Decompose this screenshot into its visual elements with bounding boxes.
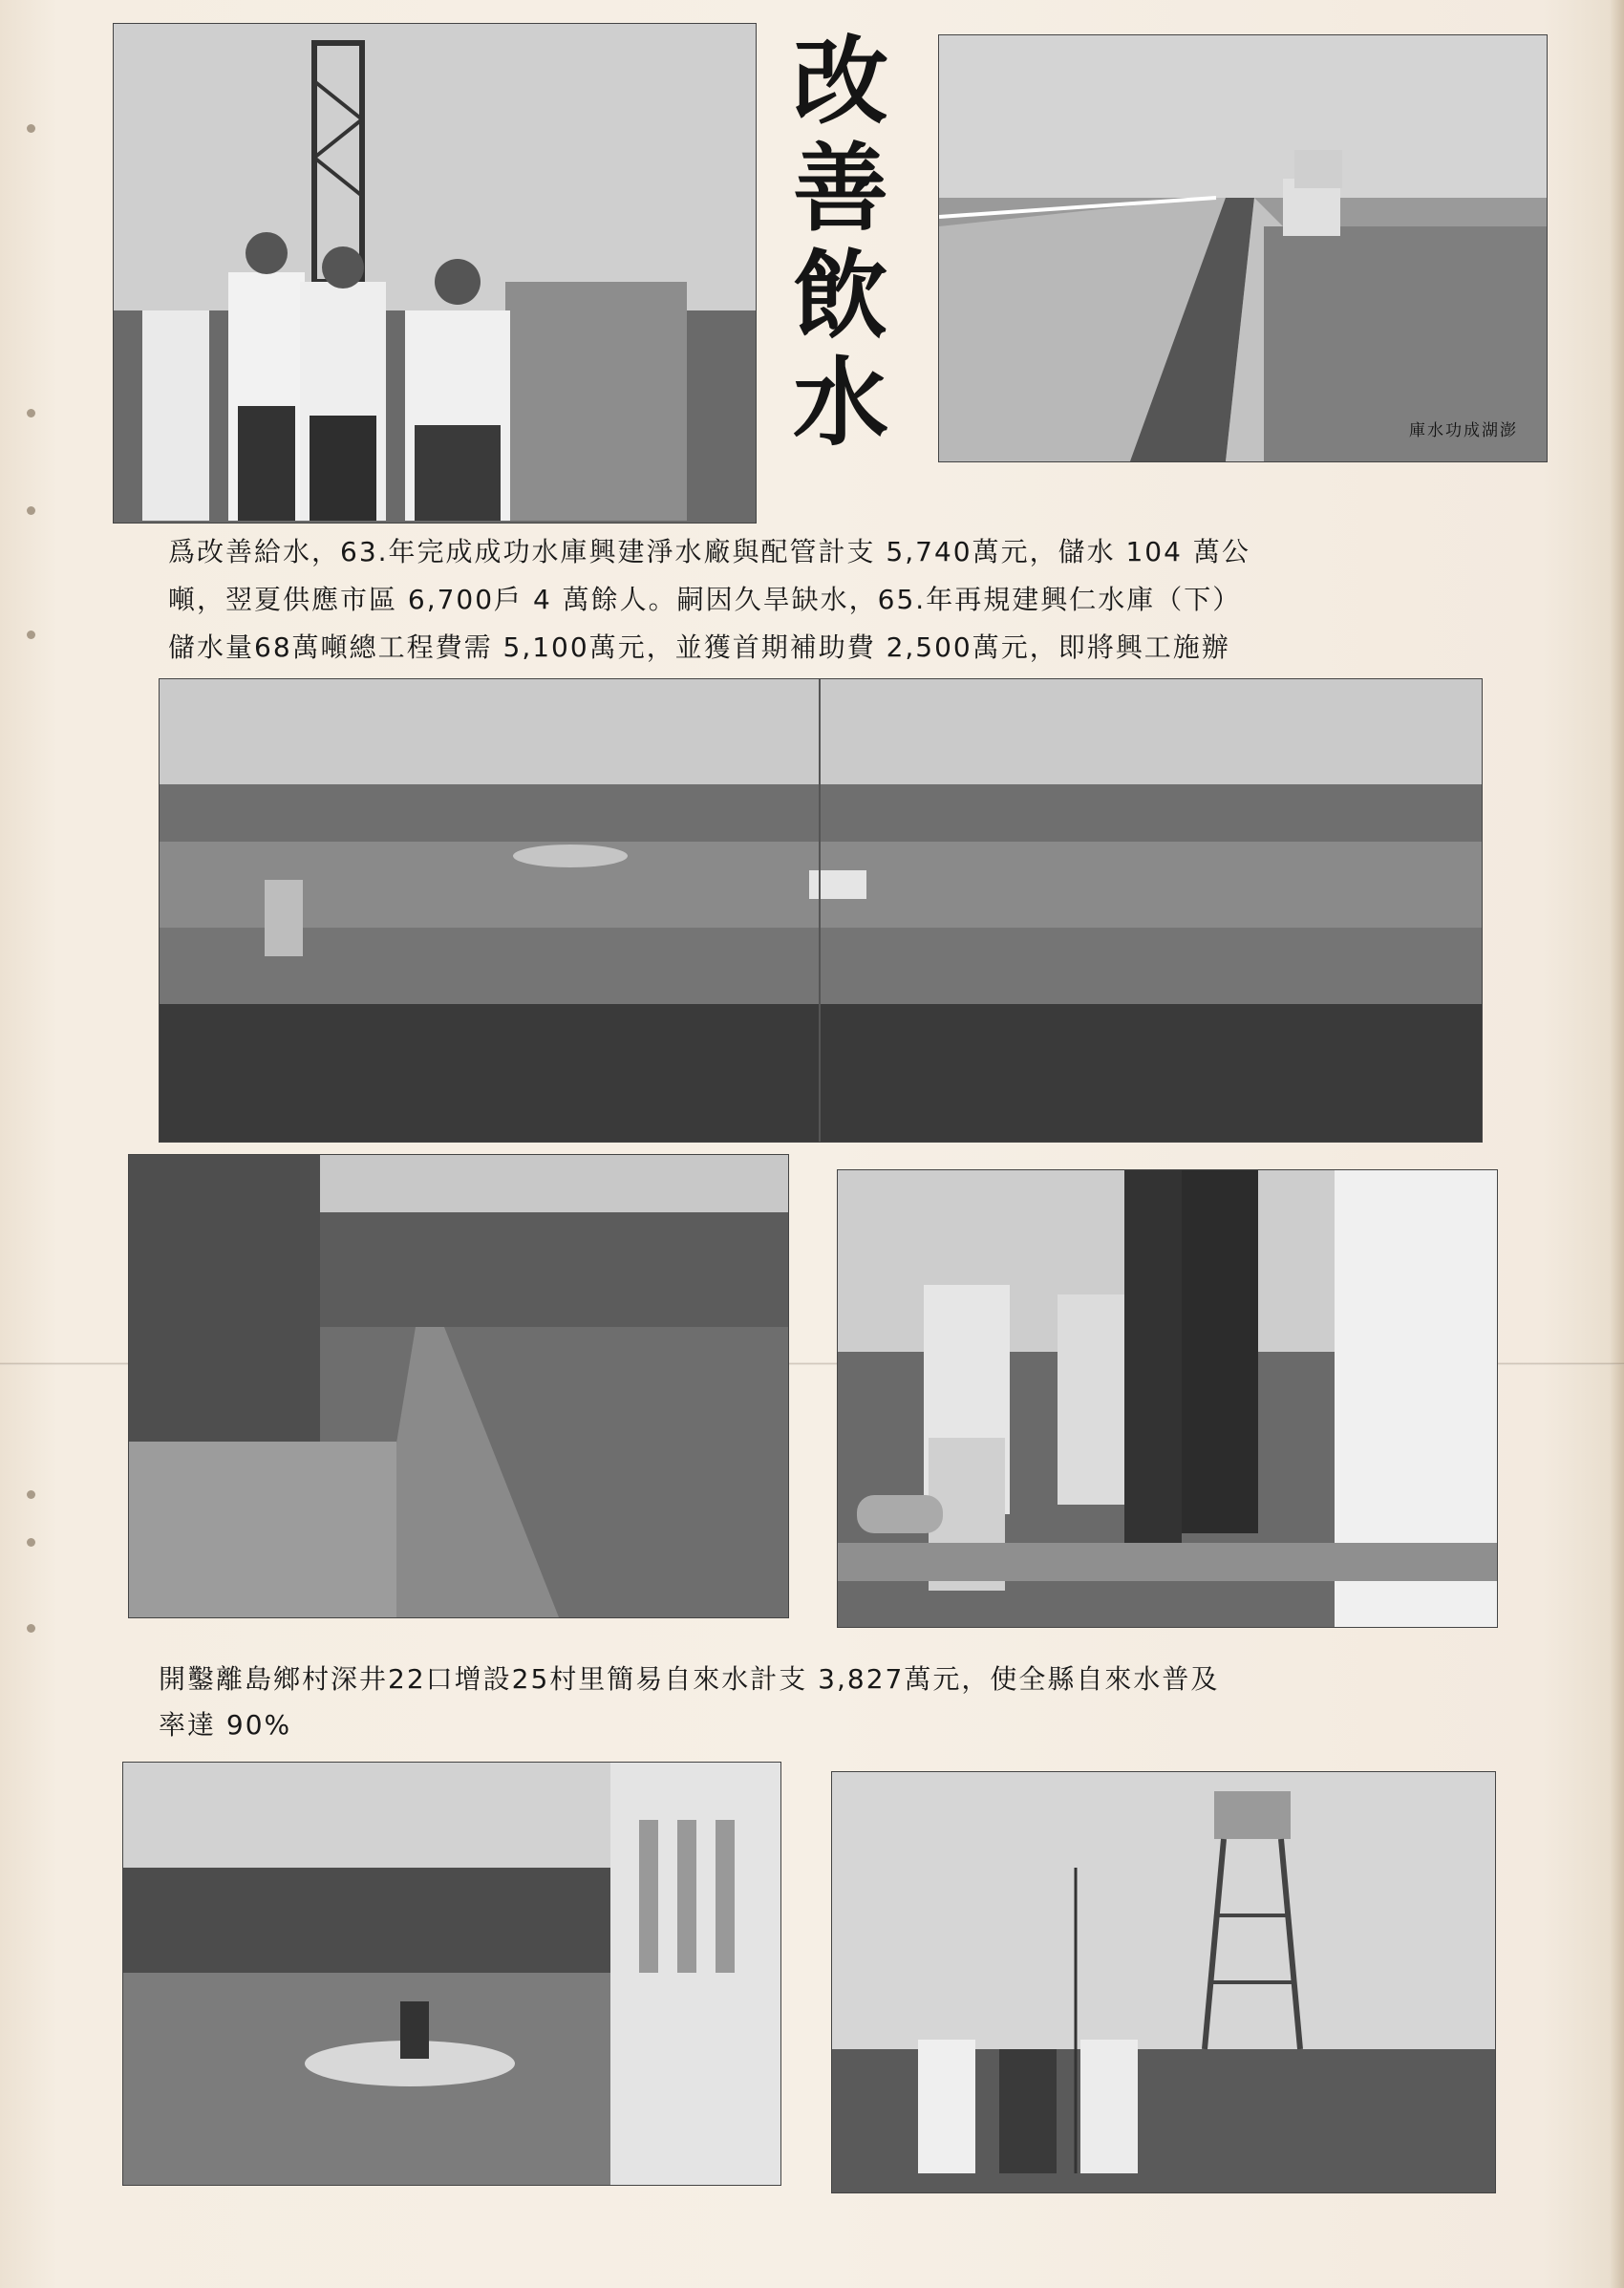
binder-hole (27, 1538, 35, 1547)
page-title (783, 26, 898, 478)
photo-field-path (128, 1154, 789, 1618)
page-edge (1611, 0, 1624, 2288)
paragraph-wells-line-2: 率達 90% (159, 1709, 292, 1741)
paragraph-water-supply-line-3: 儲水量68萬噸總工程費需 5,100萬元，並獲首期補助費 2,500萬元，即將興工施辦 (168, 631, 1230, 663)
title-char: 水 (793, 347, 888, 459)
photo-reservoir-dam (938, 34, 1548, 462)
photo-well-head-building (122, 1762, 781, 2186)
binder-holes (23, 0, 42, 2288)
photo-officials-construction (113, 23, 757, 524)
photo-caption-reservoir: 澎湖成功水庫 (1409, 421, 1518, 440)
binder-hole (27, 409, 35, 417)
paragraph-water-supply-line-1: 爲改善給水，63.年完成成功水庫興建淨水廠與配管計支 5,740萬元，儲水 104 萬公 (168, 536, 1250, 567)
paragraph-water-supply-line-2: 噸，翌夏供應市區 6,700戶 4 萬餘人。嗣因久旱缺水，65.年再規建興仁水庫（下） (168, 584, 1242, 615)
photo-well-drilling-workers (837, 1169, 1498, 1628)
binder-hole (27, 124, 35, 133)
binder-hole (27, 506, 35, 515)
photo-reservoir-site-landscape (159, 678, 1483, 1143)
binder-hole (27, 1624, 35, 1633)
title-char: 善 (793, 133, 888, 245)
photo-water-tower (831, 1771, 1496, 2193)
title-char: 改 (793, 26, 888, 138)
title-char: 飲 (793, 240, 888, 352)
binder-hole (27, 631, 35, 639)
paragraph-wells-line-1: 開鑿離島鄉村深井22口增設25村里簡易自來水計支 3,827萬元，使全縣自來水普及 (159, 1663, 1220, 1695)
binder-hole (27, 1490, 35, 1499)
